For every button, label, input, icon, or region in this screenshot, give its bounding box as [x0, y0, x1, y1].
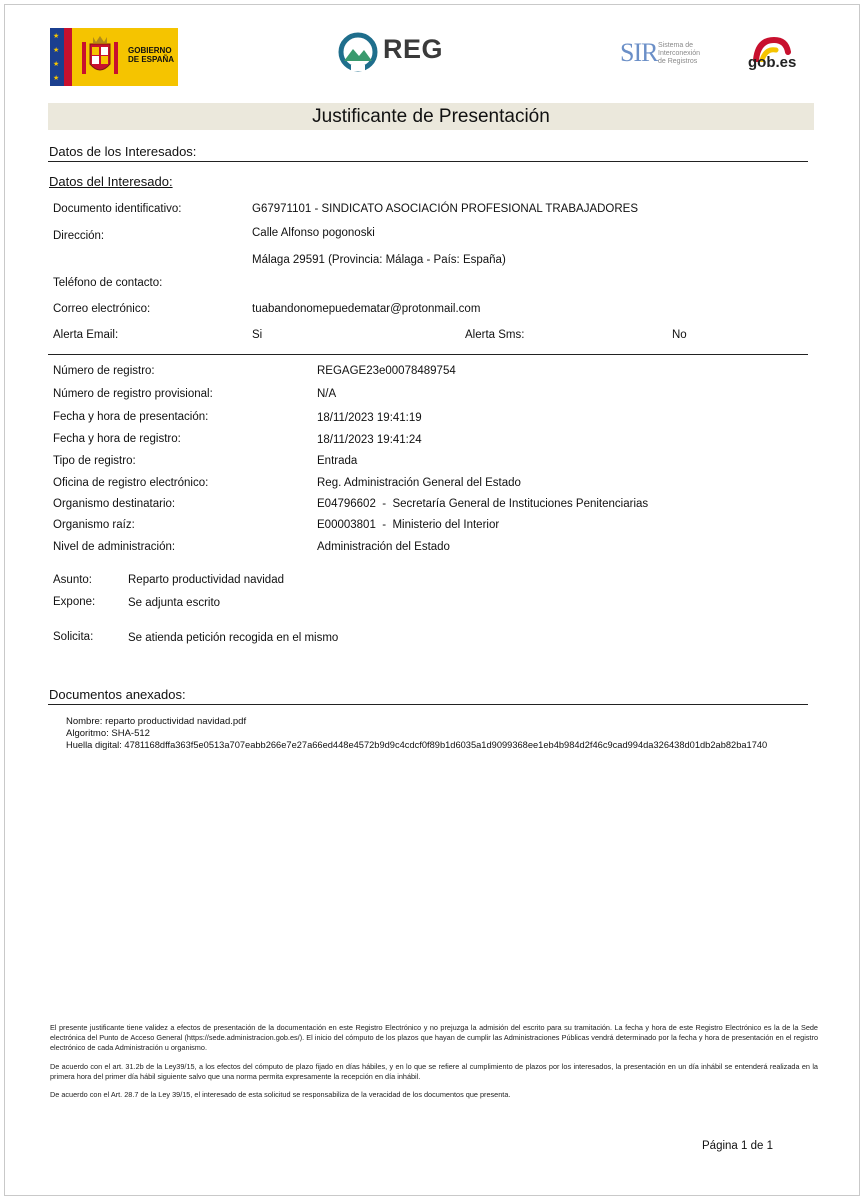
nivel-value: Administración del Estado [317, 541, 450, 553]
solicita-label: Solicita: [53, 631, 94, 643]
correo-label: Correo electrónico: [53, 303, 151, 315]
interesados-section-title: Datos de los Interesados: [49, 144, 197, 159]
direccion-line1: Calle Alfonso pogonoski [252, 227, 375, 239]
alerta-sms-value: No [672, 329, 687, 341]
registro-provisional-value: N/A [317, 388, 337, 400]
registro-provisional-label: Número de registro provisional: [53, 388, 213, 400]
coat-of-arms-icon [80, 34, 120, 80]
reg-logo [337, 30, 449, 74]
sir-logo [620, 38, 720, 72]
alerta-email-value: Si [252, 329, 263, 341]
legal-paragraph-1: El presente justificante tiene validez a efectos de presentación de la documentación en este Registro Electrónico y no prejuzga la admisión del escrito para su tramitación. La fecha y hora de este Registro Electrónico es la de la Sede electrónica del Punto de Acceso General (https://sede.administracion.gob.es/). El inicio del cómputo de los plazos que hayan de cumplir las Administraciones Públicas vendrá determinado por la fecha y hora de presentación en el registro electrónico de cada Administración u organismo. [50, 1023, 818, 1052]
alerta-sms-label: Alerta Sms: [465, 329, 525, 341]
reg-mountain-icon [337, 31, 379, 73]
destinatario-label: Organismo destinatario: [53, 498, 176, 510]
alerta-email-label: Alerta Email: [53, 329, 119, 341]
fecha-registro-value: 18/11/2023 19:41:24 [317, 434, 422, 446]
section-divider [48, 354, 808, 355]
legal-paragraph-2: De acuerdo con el art. 31.2b de la Ley39/15, a los efectos del cómputo de plazo fijado en días hábiles, y en lo que se refiere al cumplimiento de plazos por los interesados, la presentación en un día inhábil se entenderá realizada en la primera hora del primer día hábil siguiente salvo que una norma permita expresamente la recepción en día inhábil. [50, 1062, 818, 1081]
doc-id-value: G67971101 - SINDICATO ASOCIACIÓN PROFESIONAL TRABAJADORES [252, 203, 639, 215]
asunto-value: Reparto productividad navidad [128, 574, 284, 586]
sir-sub-line2: Interconexión [658, 50, 701, 57]
section-divider [48, 704, 808, 705]
gob-es-text: gob.es [748, 54, 797, 71]
doc-id-label: Documento identificativo: [53, 203, 182, 215]
destinatario-value: E04796602 - Secretaría General de Instituciones Penitenciarias [317, 498, 649, 510]
legal-paragraph-3: De acuerdo con el Art. 28.7 de la Ley 39/15, el interesado de esta solicitud se responsabiliza de la veracidad de los documentos que presenta. [50, 1090, 511, 1099]
document-title: Justificante de Presentación [48, 103, 814, 130]
eu-flag-icon: ★ ★ ★ ★ [50, 28, 72, 86]
sir-logo-text: SIR [620, 38, 658, 67]
reg-logo-text: REG [383, 34, 444, 64]
fecha-registro-label: Fecha y hora de registro: [53, 433, 181, 445]
nivel-label: Nivel de administración: [53, 541, 176, 553]
oficina-label: Oficina de registro electrónico: [53, 477, 209, 489]
gobierno-label: GOBIERNO [128, 46, 172, 55]
solicita-value: Se atienda petición recogida en el mismo [128, 632, 339, 644]
section-divider [48, 161, 808, 162]
sir-sub-line1: Sistema de [658, 42, 694, 49]
numero-registro-label: Número de registro: [53, 365, 155, 377]
page-number: Página 1 de 1 [702, 1140, 773, 1152]
gob-es-logo [746, 36, 810, 76]
oficina-value: Reg. Administración General del Estado [317, 477, 521, 489]
fecha-presentacion-label: Fecha y hora de presentación: [53, 411, 209, 423]
tipo-registro-value: Entrada [317, 455, 358, 467]
anexo-nombre: Nombre: reparto productividad navidad.pdf [66, 716, 247, 727]
numero-registro-value: REGAGE23e00078489754 [317, 365, 456, 377]
expone-label: Expone: [53, 596, 96, 608]
anexo-huella: Huella digital: 4781168dffa363f5e0513a707eabb266e7e27a66ed448e4572b9d9c4cdcf0f89b1d6035a1d9099368ee1eb4b984d2f46c9cad994da326438d01db2ab82ba1740 [66, 740, 768, 750]
direccion-label: Dirección: [53, 230, 105, 242]
tipo-registro-label: Tipo de registro: [53, 455, 136, 467]
correo-value: tuabandonomepuedematar@protonmail.com [252, 303, 481, 315]
fecha-presentacion-value: 18/11/2023 19:41:19 [317, 412, 422, 424]
espana-label: DE ESPAÑA [128, 55, 175, 64]
interesado-subsection-title: Datos del Interesado: [49, 174, 173, 189]
expone-value: Se adjunta escrito [128, 597, 221, 609]
asunto-label: Asunto: [53, 574, 92, 586]
telefono-label: Teléfono de contacto: [53, 277, 163, 289]
direccion-line2: Málaga 29591 (Provincia: Málaga - País: España) [252, 254, 506, 266]
anexos-section-title: Documentos anexados: [49, 687, 186, 702]
anexo-algoritmo: Algoritmo: SHA-512 [66, 728, 150, 739]
organismo-raiz-label: Organismo raíz: [53, 519, 135, 531]
organismo-raiz-value: E00003801 - Ministerio del Interior [317, 519, 500, 531]
sir-sub-line3: de Registros [658, 58, 698, 65]
gobierno-espana-logo [50, 28, 178, 86]
